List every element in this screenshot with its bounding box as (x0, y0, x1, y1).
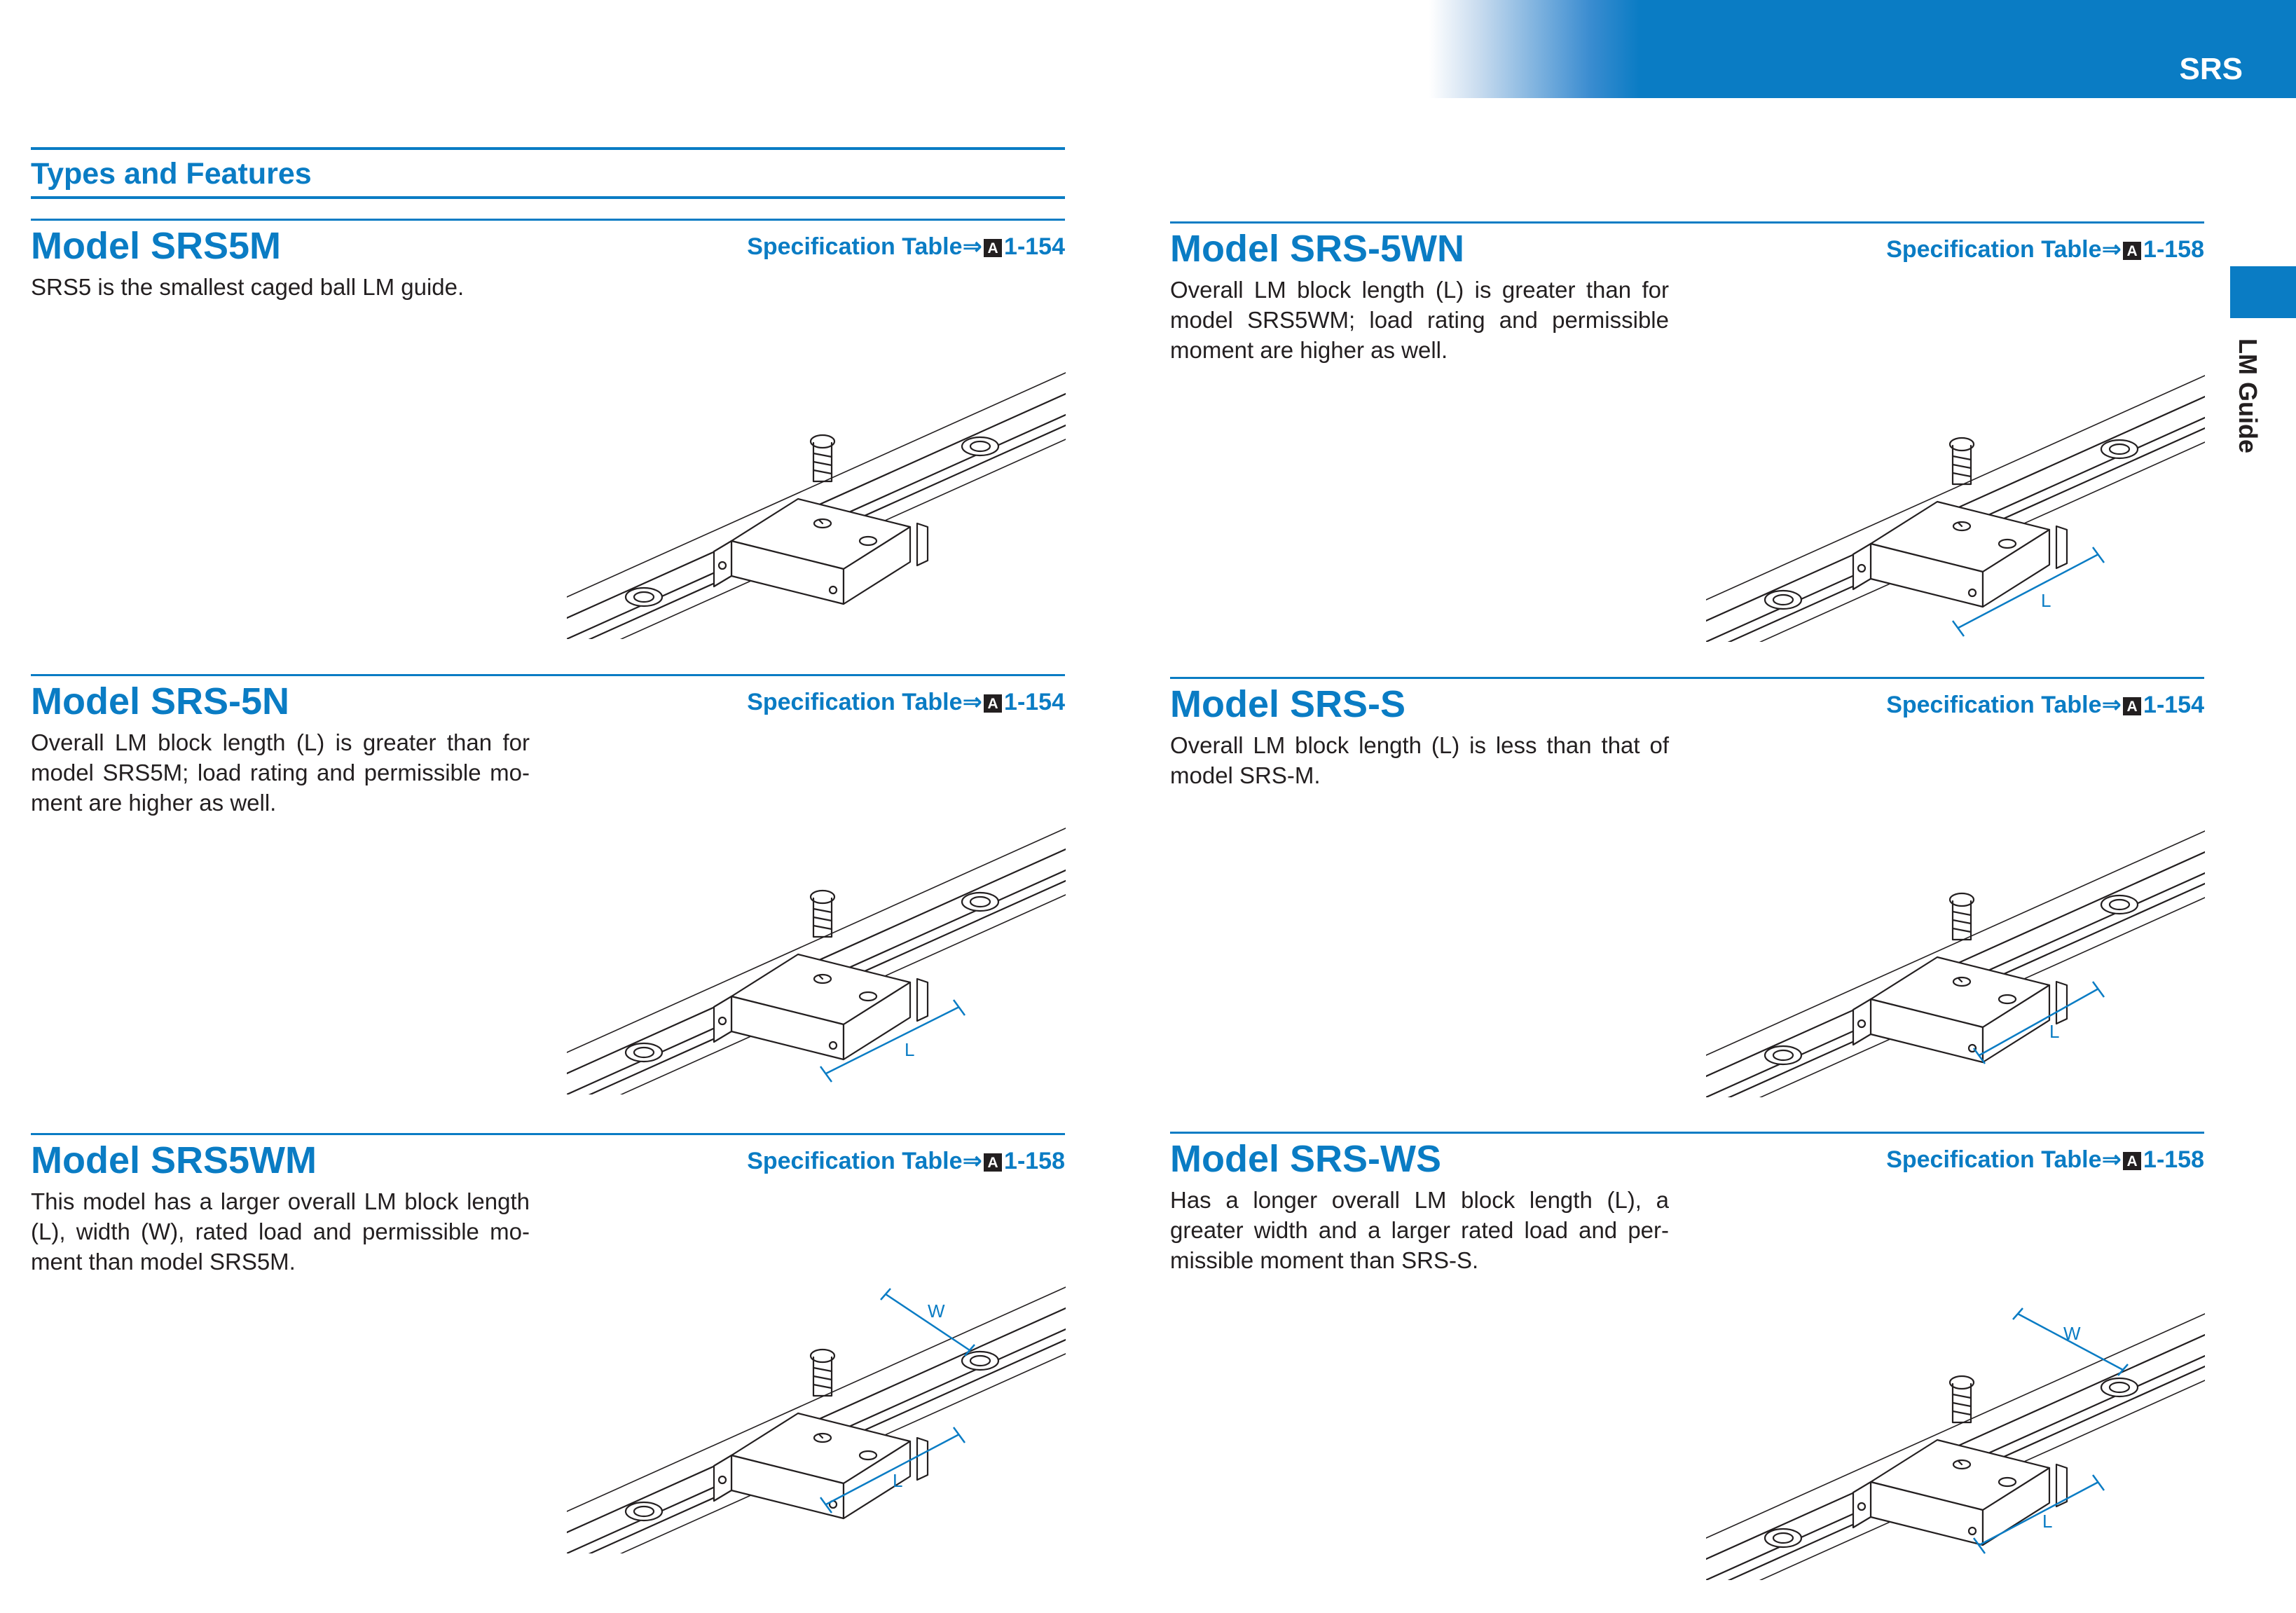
a-section-icon: A (984, 1153, 1002, 1172)
model-description: This model has a larger overall LM block length (L), width (W), rated load and permissible mo-ment than model SRS5M. (31, 1188, 530, 1275)
model-card (31, 219, 1065, 667)
a-section-icon: A (984, 239, 1002, 257)
a-section-icon: A (2123, 1152, 2141, 1170)
side-tab-label-wrap (2227, 338, 2269, 472)
divider (31, 219, 1065, 221)
model-card (1170, 677, 2204, 1125)
width-dimension (881, 1289, 975, 1356)
divider (1170, 677, 2204, 679)
model-description: Overall LM block length (L) is less than that of model SRS-M. (1170, 732, 1669, 788)
spec-table-link[interactable] (747, 1147, 1065, 1175)
model-description: SRS5 is the smallest caged ball LM guide. (31, 274, 465, 300)
lm-guide-illustration (567, 1203, 1066, 1553)
a-section-icon: A (984, 694, 1002, 713)
spec-table-link[interactable] (747, 233, 1065, 261)
spec-ref: 1-154 (1004, 233, 1065, 260)
lm-guide-illustration (1706, 291, 2205, 642)
spec-prefix: Specification Table⇒ (1886, 1146, 2122, 1173)
spec-prefix: Specification Table⇒ (747, 233, 983, 260)
lm-guide-illustration (1706, 747, 2205, 1097)
spec-prefix: Specification Table⇒ (1886, 236, 2122, 263)
spec-table-link[interactable] (1886, 691, 2204, 719)
model-card (1170, 221, 2204, 670)
model-title: Model SRS-WS (1170, 1138, 1441, 1180)
length-label: L (905, 1039, 915, 1060)
side-tab[interactable] (2230, 266, 2296, 318)
spec-table-link[interactable] (1886, 235, 2204, 263)
model-card (31, 1133, 1065, 1581)
model-title: Model SRS-5N (31, 680, 290, 722)
divider (31, 674, 1065, 676)
model-title: Model SRS5M (31, 225, 282, 267)
side-tab-label: LM Guide (2234, 338, 2262, 453)
model-card (31, 674, 1065, 1123)
lm-guide-illustration (567, 744, 1066, 1094)
model-title: Model SRS5WM (31, 1139, 317, 1181)
length-label: L (2041, 590, 2051, 611)
divider (31, 1133, 1065, 1135)
spec-table-link[interactable] (747, 688, 1065, 716)
model-title: Model SRS-5WN (1170, 228, 1465, 270)
spec-ref: 1-154 (2143, 692, 2204, 718)
section-header (31, 147, 1065, 199)
spec-table-link[interactable] (1886, 1146, 2204, 1174)
lm-guide-illustration (567, 289, 1066, 639)
length-label: L (2042, 1511, 2053, 1532)
lm-guide-illustration (1706, 1230, 2205, 1580)
spec-ref: 1-154 (1004, 689, 1065, 715)
length-label: L (2049, 1021, 2060, 1042)
header-bar (1429, 0, 2296, 98)
model-description: Overall LM block length (L) is greater than for model SRS5M; load rating and permissible mo-ment are higher as well. (31, 729, 530, 816)
spec-ref: 1-158 (2143, 1146, 2204, 1173)
width-label: W (2063, 1323, 2081, 1344)
series-label: SRS (2179, 52, 2243, 86)
spec-ref: 1-158 (1004, 1148, 1065, 1174)
spec-prefix: Specification Table⇒ (747, 1148, 983, 1174)
model-description: Overall LM block length (L) is greater than for model SRS5WM; load rating and permissible moment are higher as well. (1170, 277, 1669, 363)
a-section-icon: A (2123, 242, 2141, 260)
model-card (1170, 1132, 2204, 1580)
spec-prefix: Specification Table⇒ (1886, 692, 2122, 718)
divider (1170, 1132, 2204, 1134)
spec-ref: 1-158 (2143, 236, 2204, 263)
length-label: L (893, 1470, 903, 1491)
model-description: Has a longer overall LM block length (L), a greater width and a larger rated load and per-missible moment than SRS-S. (1170, 1187, 1669, 1273)
a-section-icon: A (2123, 697, 2141, 715)
section-title: Types and Features (31, 157, 312, 191)
spec-prefix: Specification Table⇒ (747, 689, 983, 715)
width-label: W (928, 1300, 945, 1322)
divider (1170, 221, 2204, 224)
model-title: Model SRS-S (1170, 683, 1406, 725)
